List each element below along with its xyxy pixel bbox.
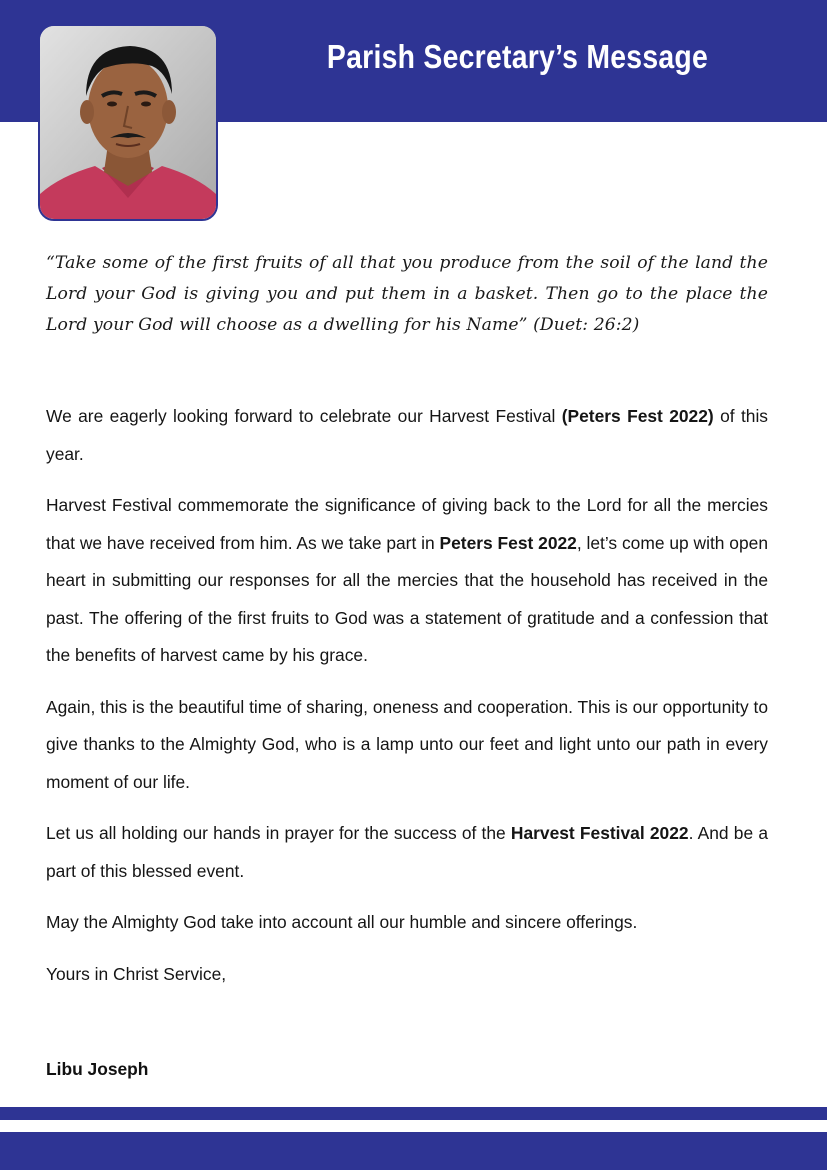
paragraph-2: Harvest Festival commemorate the significance of giving back to the Lord for all the mercies that we have received from him. As we take part in Peters Fest 2022, let’s come up with open heart in submitting our responses for all the mercies that the household has received in the past. The offering of the first fruits to God was a statement of gratitude and a confession that the benefits of harvest came by his grace.: [46, 495, 768, 665]
paragraph-4: Let us all holding our hands in prayer for the success of the Harvest Festival 2022. And be a part of this blessed event.: [46, 823, 769, 881]
page-title: Parish Secretary’s Message: [326, 38, 709, 75]
message-body: [46, 398, 768, 1007]
paragraph-5: May the Almighty God take into account all our humble and sincere offerings.: [46, 912, 638, 932]
footer-stripe: [0, 1107, 827, 1120]
scripture-quote: “Take some of the first fruits of all that you produce from the soil of the land the Lord your God is giving you and put them in a basket. Then go to the place the Lord your God will choose as a dwelling for his Name” (Duet: 26:2): [46, 253, 768, 335]
closing-line: Yours in Christ Service,: [46, 963, 227, 984]
portrait-icon: [40, 26, 216, 219]
signature-name: Libu Joseph: [46, 1059, 149, 1079]
footer-band: [0, 1132, 827, 1170]
paragraph-1: We are eagerly looking forward to celebrate our Harvest Festival (Peters Fest 2022) of this year.: [46, 406, 769, 464]
paragraph-3: Again, this is the beautiful time of sharing, oneness and cooperation. This is our opportunity to give thanks to the Almighty God, who is a lamp unto our feet and light unto our path in every moment of our life.: [46, 696, 768, 792]
portrait-photo: [38, 24, 218, 221]
